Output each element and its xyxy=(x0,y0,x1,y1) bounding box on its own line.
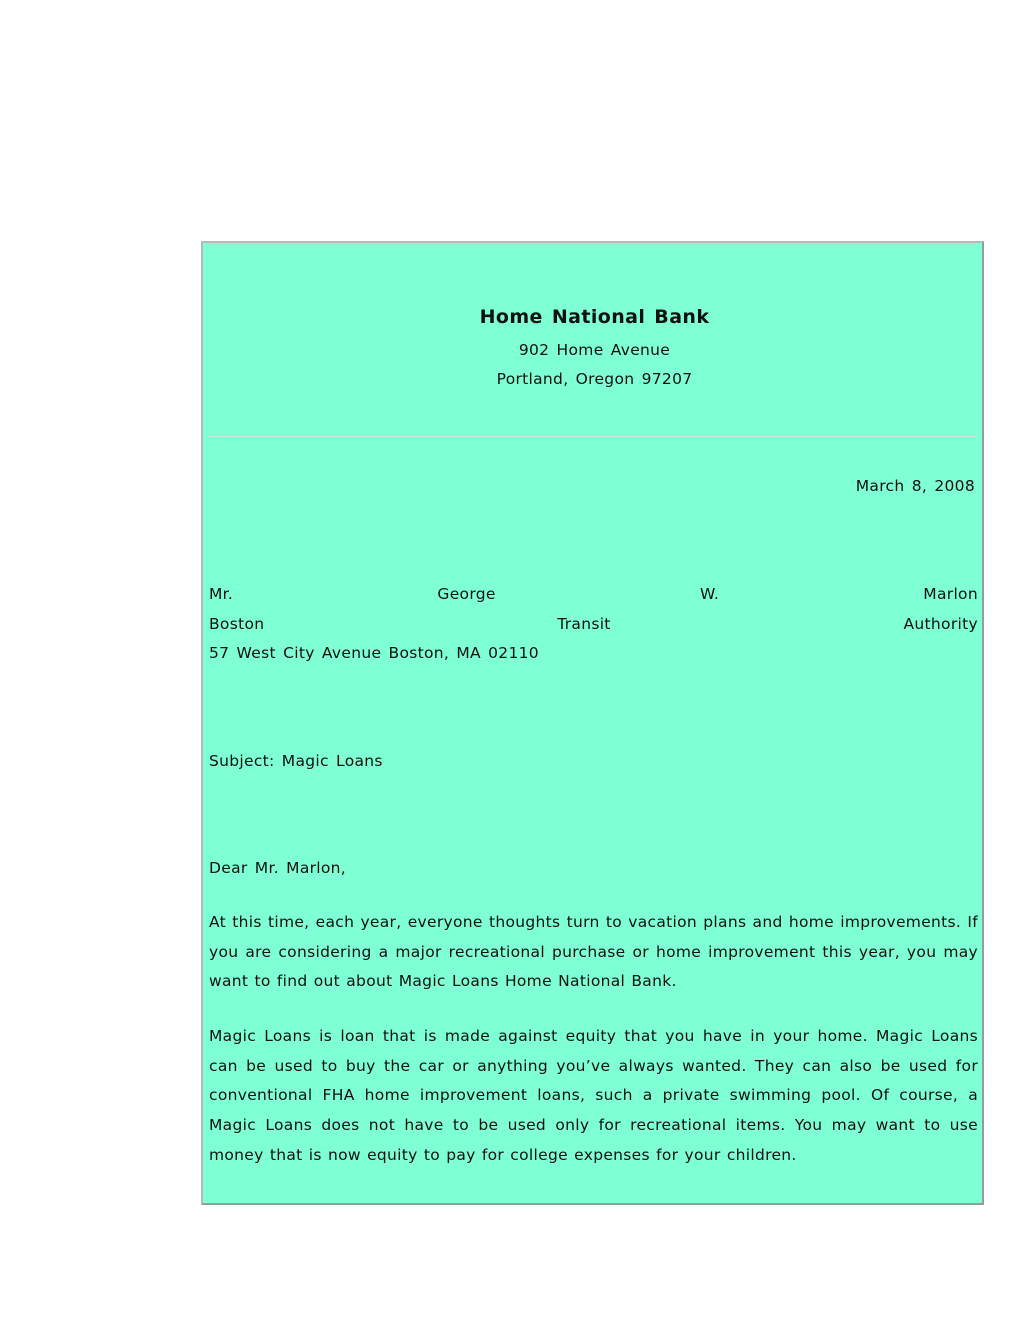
letter-subject: Subject: Magic Loans xyxy=(209,752,383,770)
letter-salutation: Dear Mr. Marlon, xyxy=(209,859,347,877)
recipient-address: 57 West City Avenue Boston, MA 02110 xyxy=(209,644,539,662)
letter-date: March 8, 2008 xyxy=(855,477,975,495)
recipient-org-word: Boston xyxy=(209,615,265,633)
recipient-last-name: Marlon xyxy=(923,585,978,603)
recipient-organization-line xyxy=(209,614,978,634)
letterhead-divider xyxy=(209,436,978,437)
bank-street-address: 902 Home Avenue xyxy=(518,341,671,359)
body-paragraph-2: Magic Loans is loan that is made against equity that you have in your home. Magic Loans can be used to buy the car or anything you’ve always wanted. They can also be used for conventional FHA home improvement loans, such a private swimming pool. Of course, a Magic Loans does not have to be used only for recreational items. You may want to use money that is now equity to pay for college expenses for your children. xyxy=(209,1027,978,1164)
recipient-name-line xyxy=(209,584,978,604)
bank-name: Home National Bank xyxy=(479,306,710,328)
body-paragraph-1: At this time, each year, everyone thoughts turn to vacation plans and home improvements. If you are considering a major recreational purchase or home improvement this year, you may want to find out about Magic Loans Home National Bank. xyxy=(209,913,978,991)
recipient-org-word: Transit xyxy=(557,615,611,633)
recipient-org-word: Authority xyxy=(903,615,978,633)
recipient-title: Mr. xyxy=(209,585,234,603)
recipient-middle-initial: W. xyxy=(699,585,720,603)
bank-city-line: Portland, Oregon 97207 xyxy=(496,370,693,388)
letter-panel xyxy=(201,241,984,1205)
recipient-first-name: George xyxy=(437,585,496,603)
